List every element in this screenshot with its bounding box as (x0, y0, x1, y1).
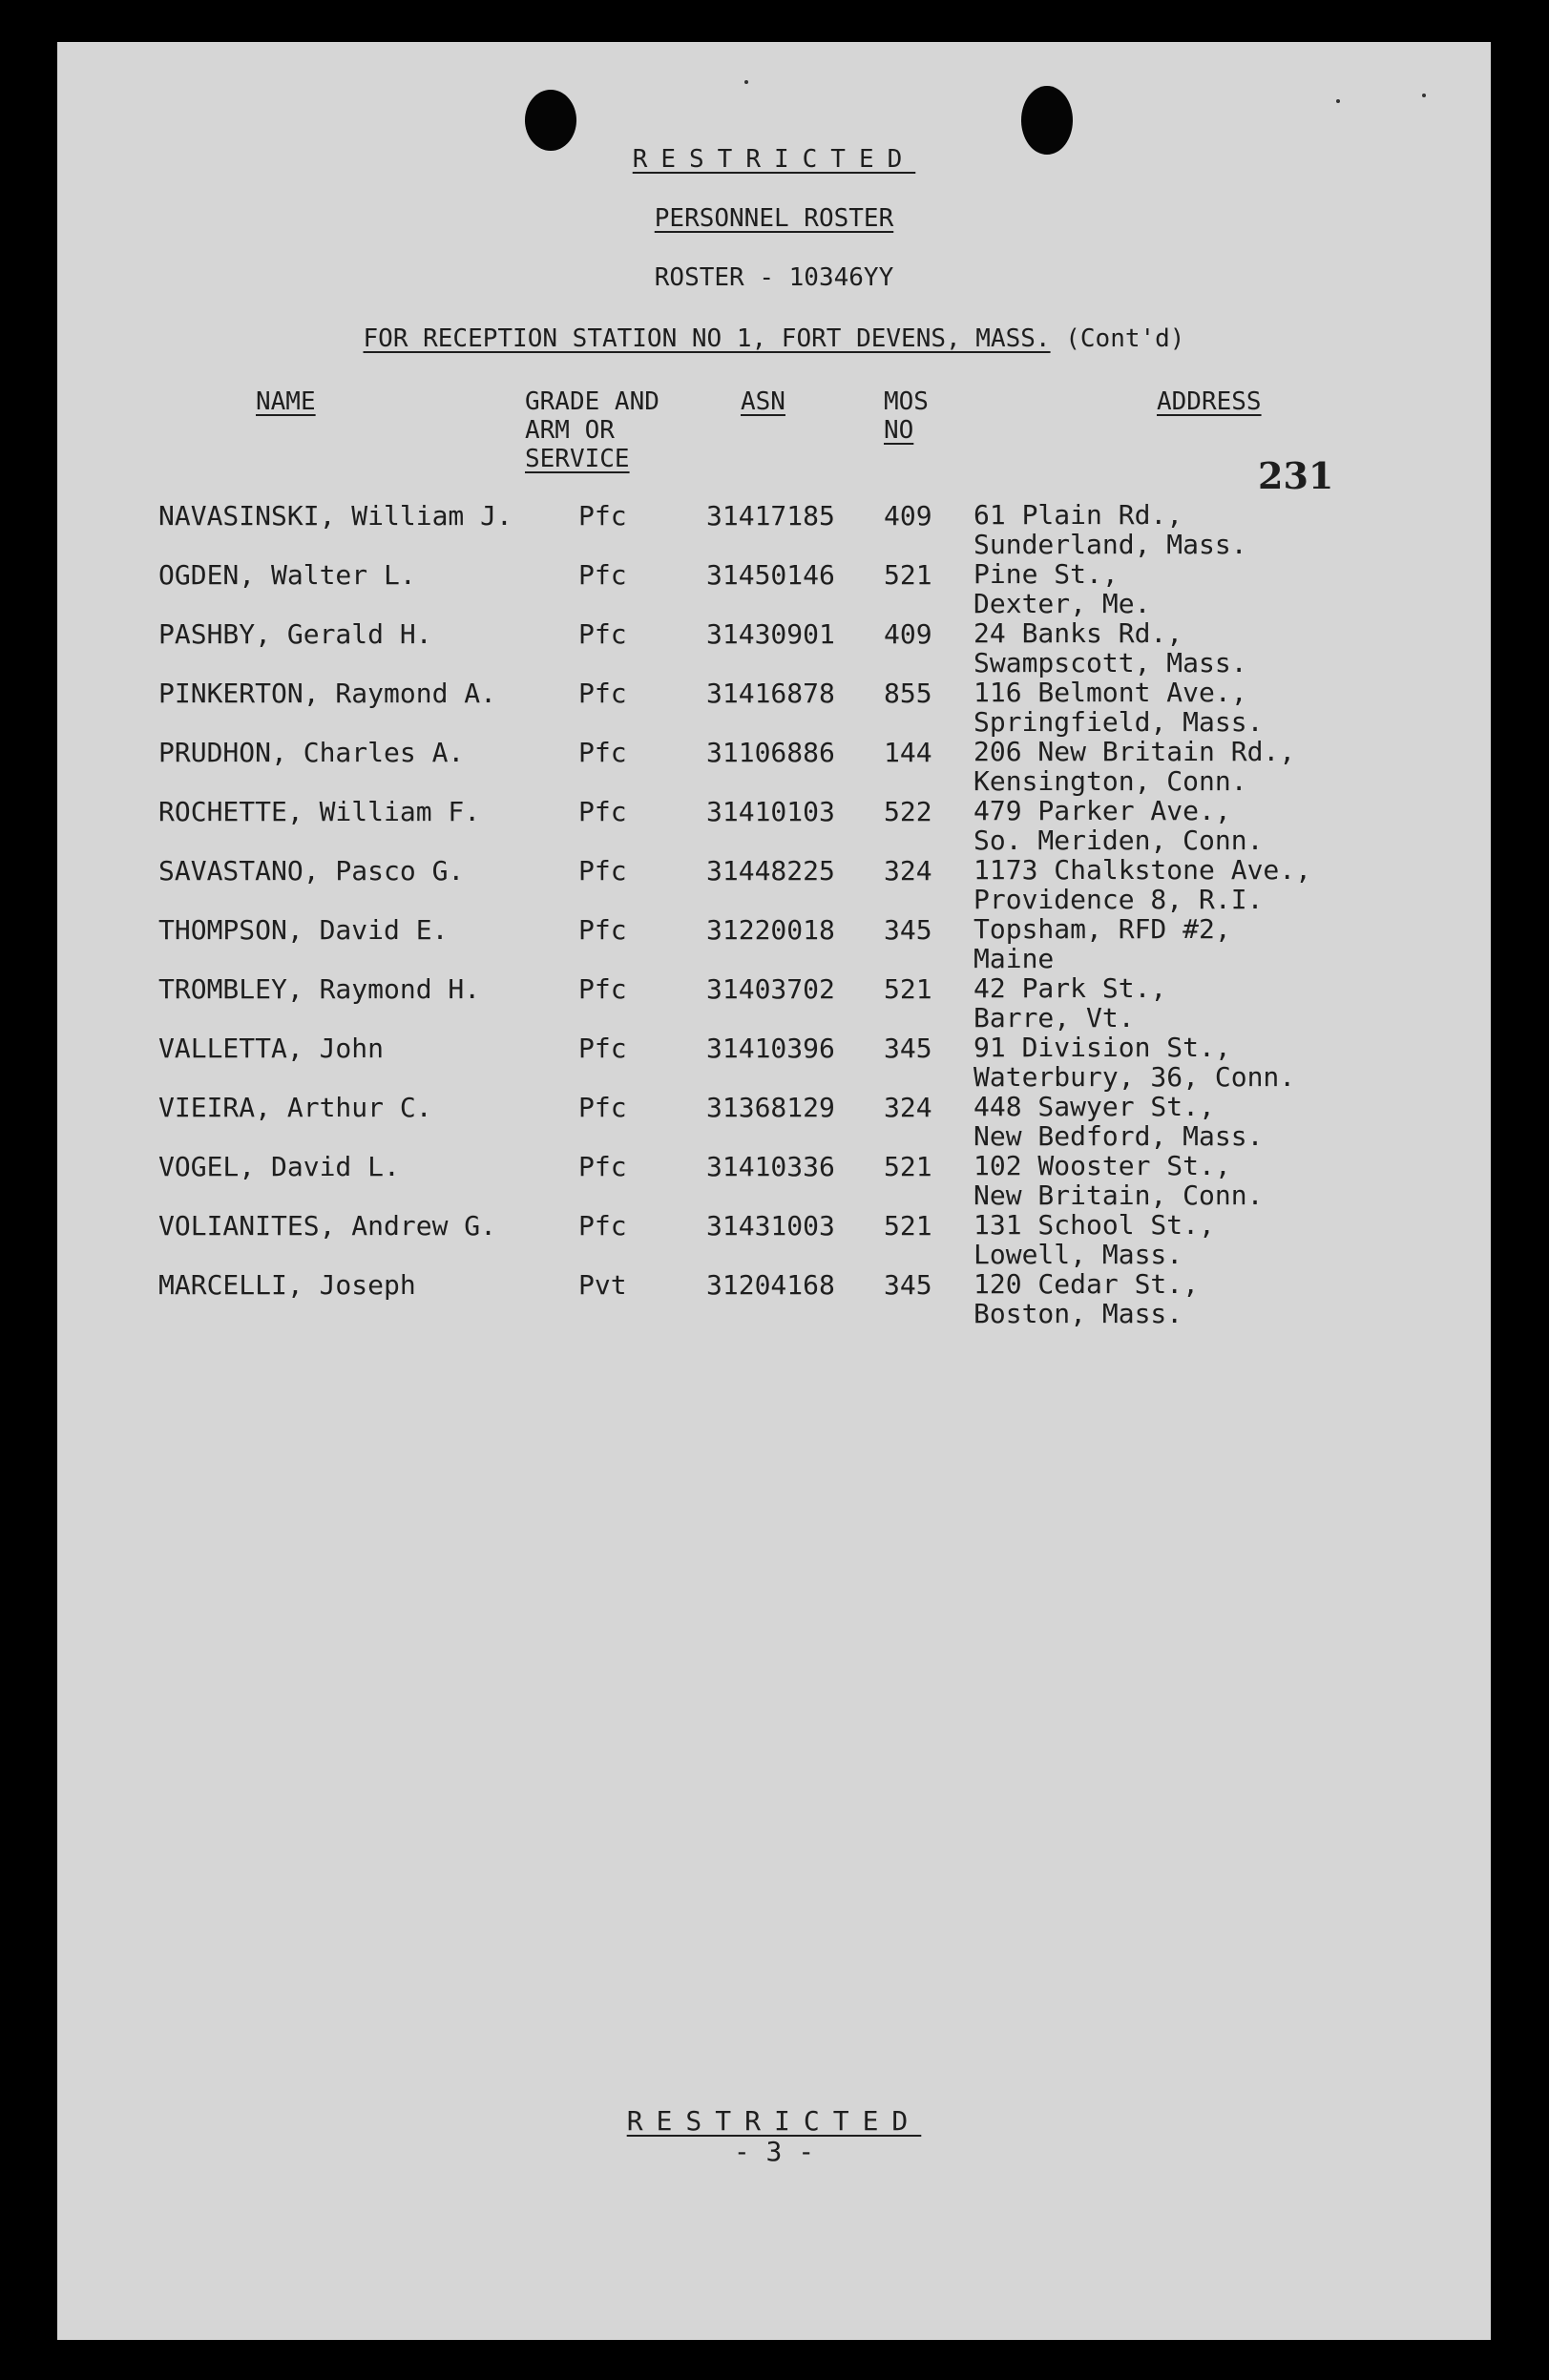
cell-asn: 31416878 (706, 678, 835, 709)
grade-header-line1: GRADE AND (525, 387, 659, 416)
roster-row (57, 737, 1491, 796)
cell-grade: Pfc (578, 559, 627, 591)
cell-address (973, 796, 1263, 855)
roster-row (57, 1092, 1491, 1151)
cell-asn: 31106886 (706, 737, 835, 768)
cell-mos: 409 (884, 618, 932, 650)
page-number: - 3 - (733, 2136, 815, 2167)
address-line2: Springfield, Mass. (973, 706, 1264, 738)
cell-name: SAVASTANO, Pasco G. (158, 855, 465, 887)
address-line2: Swampscott, Mass. (973, 647, 1247, 679)
cell-asn: 31410336 (706, 1151, 835, 1182)
cell-asn: 31410103 (706, 796, 835, 827)
cell-asn: 31417185 (706, 500, 835, 532)
cell-address (973, 855, 1311, 914)
roster-title: PERSONNEL ROSTER (654, 204, 894, 233)
cell-name: VOLIANITES, Andrew G. (158, 1210, 497, 1242)
cell-mos: 345 (884, 914, 932, 946)
cell-address (973, 737, 1295, 796)
address-line2: New Bedford, Mass. (973, 1120, 1264, 1152)
station-line (57, 324, 1491, 353)
cell-asn: 31410396 (706, 1033, 835, 1064)
contd-text: (Cont'd) (1065, 324, 1185, 353)
cell-mos: 855 (884, 678, 932, 709)
cell-asn: 31368129 (706, 1092, 835, 1123)
station-text: FOR RECEPTION STATION NO 1, FORT DEVENS, MASS. (363, 324, 1051, 353)
punch-hole (525, 90, 576, 151)
col-grade-header (525, 387, 659, 473)
cell-address (973, 973, 1166, 1033)
cell-mos: 345 (884, 1033, 932, 1064)
cell-address (973, 1210, 1215, 1269)
cell-name: MARCELLI, Joseph (158, 1269, 416, 1301)
stamped-number: 231 (1258, 454, 1334, 497)
address-line1: 116 Belmont Ave., (973, 677, 1247, 708)
cell-address (973, 1151, 1263, 1210)
cell-grade: Pfc (578, 500, 627, 532)
address-line1: 102 Wooster St., (973, 1150, 1231, 1181)
address-line2: Lowell, Mass. (973, 1239, 1183, 1270)
cell-mos: 521 (884, 1210, 932, 1242)
address-line1: 206 New Britain Rd., (973, 736, 1296, 767)
cell-address (973, 1033, 1295, 1092)
address-line2: Kensington, Conn. (973, 765, 1247, 797)
cell-grade: Pfc (578, 855, 627, 887)
cell-name: VIEIRA, Arthur C. (158, 1092, 432, 1123)
cell-name: OGDEN, Walter L. (158, 559, 416, 591)
cell-grade: Pfc (578, 737, 627, 768)
address-line2: Sunderland, Mass. (973, 529, 1247, 560)
cell-name: VOGEL, David L. (158, 1151, 400, 1182)
col-asn-header: ASN (741, 387, 785, 416)
cell-name: PINKERTON, Raymond A. (158, 678, 497, 709)
speck (744, 80, 748, 84)
cell-grade: Pfc (578, 678, 627, 709)
footer-classification-text: RESTRICTED (626, 2105, 922, 2137)
cell-name: PASHBY, Gerald H. (158, 618, 432, 650)
cell-mos: 521 (884, 973, 932, 1005)
cell-name: PRUDHON, Charles A. (158, 737, 465, 768)
cell-asn: 31204168 (706, 1269, 835, 1301)
cell-mos: 521 (884, 559, 932, 591)
cell-grade: Pfc (578, 796, 627, 827)
cell-address (973, 678, 1263, 737)
roster-number: ROSTER - 10346YY (654, 263, 894, 292)
address-line2: Maine (973, 943, 1055, 974)
cell-asn: 31431003 (706, 1210, 835, 1242)
cell-name: VALLETTA, John (158, 1033, 385, 1064)
cell-grade: Pfc (578, 973, 627, 1005)
classification-header: RESTRICTED (632, 145, 916, 174)
address-line1: 479 Parker Ave., (973, 795, 1231, 826)
roster-row (57, 559, 1491, 618)
address-line2: Waterbury, 36, Conn. (973, 1061, 1296, 1093)
cell-name: ROCHETTE, William F. (158, 796, 481, 827)
cell-asn: 31448225 (706, 855, 835, 887)
cell-asn: 31220018 (706, 914, 835, 946)
cell-grade: Pfc (578, 914, 627, 946)
speck (1422, 94, 1426, 97)
classification-footer (57, 2105, 1491, 2137)
cell-mos: 521 (884, 1151, 932, 1182)
cell-name: TROMBLEY, Raymond H. (158, 973, 481, 1005)
address-line2: Dexter, Me. (973, 588, 1151, 619)
address-line1: 91 Division St., (973, 1032, 1231, 1063)
address-line2: Boston, Mass. (973, 1298, 1183, 1329)
address-line1: 120 Cedar St., (973, 1268, 1200, 1300)
roster-row (57, 973, 1491, 1033)
address-line2: So. Meriden, Conn. (973, 825, 1264, 856)
address-line1: 131 School St., (973, 1209, 1215, 1241)
address-line2: New Britain, Conn. (973, 1180, 1264, 1211)
grade-header-line2: ARM OR (525, 416, 615, 445)
cell-address (973, 618, 1247, 678)
roster-row (57, 618, 1491, 678)
cell-mos: 144 (884, 737, 932, 768)
address-line1: 448 Sawyer St., (973, 1091, 1215, 1122)
address-line2: Barre, Vt. (973, 1002, 1135, 1033)
document-page (57, 42, 1491, 2340)
cell-name: NAVASINSKI, William J. (158, 500, 513, 532)
address-line1: Pine St., (973, 558, 1119, 590)
speck (1336, 99, 1340, 103)
roster-row (57, 1033, 1491, 1092)
address-line1: 1173 Chalkstone Ave., (973, 854, 1312, 886)
cell-asn: 31450146 (706, 559, 835, 591)
cell-grade: Pvt (578, 1269, 627, 1301)
roster-row (57, 1269, 1491, 1328)
cell-grade: Pfc (578, 1033, 627, 1064)
cell-address (973, 1092, 1263, 1151)
address-line2: Providence 8, R.I. (973, 884, 1264, 915)
grade-header-line3: SERVICE (525, 445, 630, 473)
cell-asn: 31403702 (706, 973, 835, 1005)
roster-row (57, 500, 1491, 559)
roster-row (57, 855, 1491, 914)
roster-row (57, 914, 1491, 973)
cell-mos: 522 (884, 796, 932, 827)
roster-row (57, 678, 1491, 737)
cell-name: THOMPSON, David E. (158, 914, 449, 946)
cell-address (973, 500, 1247, 559)
address-line1: 42 Park St., (973, 972, 1167, 1004)
col-address-header: ADDRESS (1157, 387, 1262, 416)
cell-grade: Pfc (578, 1210, 627, 1242)
cell-asn: 31430901 (706, 618, 835, 650)
roster-row (57, 1210, 1491, 1269)
address-line1: Topsham, RFD #2, (973, 913, 1231, 945)
roster-row (57, 796, 1491, 855)
cell-mos: 324 (884, 1092, 932, 1123)
cell-address (973, 914, 1231, 973)
cell-mos: 345 (884, 1269, 932, 1301)
cell-address (973, 1269, 1199, 1328)
roster-row (57, 1151, 1491, 1210)
mos-header-line2: NO (884, 416, 914, 445)
col-mos-header (884, 387, 929, 445)
cell-grade: Pfc (578, 618, 627, 650)
cell-mos: 324 (884, 855, 932, 887)
mos-header-line1: MOS (884, 387, 929, 416)
cell-address (973, 559, 1150, 618)
cell-grade: Pfc (578, 1092, 627, 1123)
cell-mos: 409 (884, 500, 932, 532)
address-line1: 24 Banks Rd., (973, 617, 1183, 649)
col-name-header: NAME (256, 387, 316, 416)
address-line1: 61 Plain Rd., (973, 499, 1183, 531)
cell-grade: Pfc (578, 1151, 627, 1182)
